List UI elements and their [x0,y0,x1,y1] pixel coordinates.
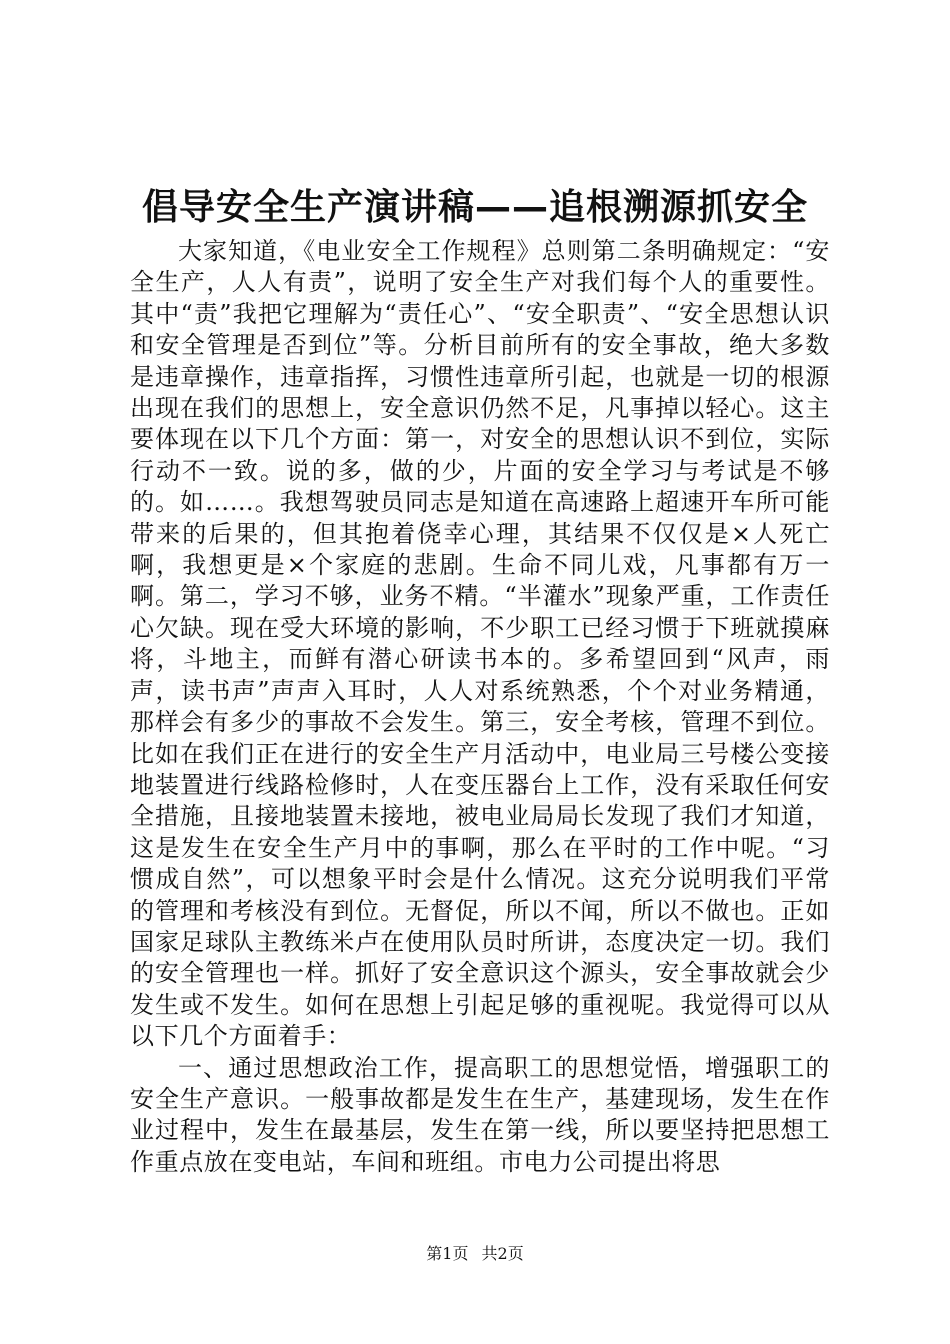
document-title: 倡导安全生产演讲稿——追根溯源抓安全 [141,187,808,228]
body-paragraph: 大家知道，《电业安全工作规程》总则第二条明确规定：“安全生产，人人有责”，说明了安全生产对我们每个人的重要性。其中“责”我把它理解为“责任心”、“安全职责”、“安全思想认识和安全管理是否到位”等。分析目前所有的安全事故，绝大多数是违章操作，违章指挥，习惯性违章所引起，也就是一切的根源出现在我们的思想上，安全意识仍然不足，凡事掉以轻心。这主要体现在以下几个方面：第一，对安全的思想认识不到位，实际行动不一致。说的多，做的少，片面的安全学习与考试是不够的。如……。我想驾驶员同志是知道在高速路上超速开车所可能带来的后果的，但其抱着侥幸心理，其结果不仅仅是×人死亡啊，我想更是×个家庭的悲剧。生命不同儿戏，凡事都有万一啊。第二，学习不够，业务不精。“半灌水”现象严重，工作责任心欠缺。现在受大环境的影响，不少职工已经习惯于下班就摸麻将，斗地主，而鲜有潜心研读书本的。多希望回到“风声，雨声，读书声”声声入耳时，人人对系统熟悉，个个对业务精通，那样会有多少的事故不会发生。第三，安全考核，管理不到位。比如在我们正在进行的安全生产月活动中，电业局三号楼公变接地装置进行线路检修时，人在变压器台上工作，没有采取任何安全措施，且接地装置未接地，被电业局局长发现了我们才知道，这是发生在安全生产月中的事啊，那么在平时的工作中呢。“习惯成自然”，可以想象平时会是什么情况。这充分说明我们平常的管理和考核没有到位。无督促，所以不闻，所以不做也。正如国家足球队主教练米卢在使用队员时所讲，态度决定一切。我们的安全管理也一样。抓好了安全意识这个源头，安全事故就会少发生或不发生。如何在思想上引起足够的重视呢。我觉得可以从以下几个方面着手： [130,237,830,1051]
page-footer [0,1243,950,1265]
body-paragraph: 一、通过思想政治工作，提高职工的思想觉悟，增强职工的安全生产意识。一般事故都是发生在生产，基建现场，发生在作业过程中，发生在最基层，发生在第一线，所以要坚持把思想工作重点放在变电站，车间和班组。市电力公司提出将思 [130,1053,830,1176]
document-body [130,236,830,1178]
page-number: 第1页 [426,1244,469,1263]
page-count: 共2页 [481,1244,524,1263]
